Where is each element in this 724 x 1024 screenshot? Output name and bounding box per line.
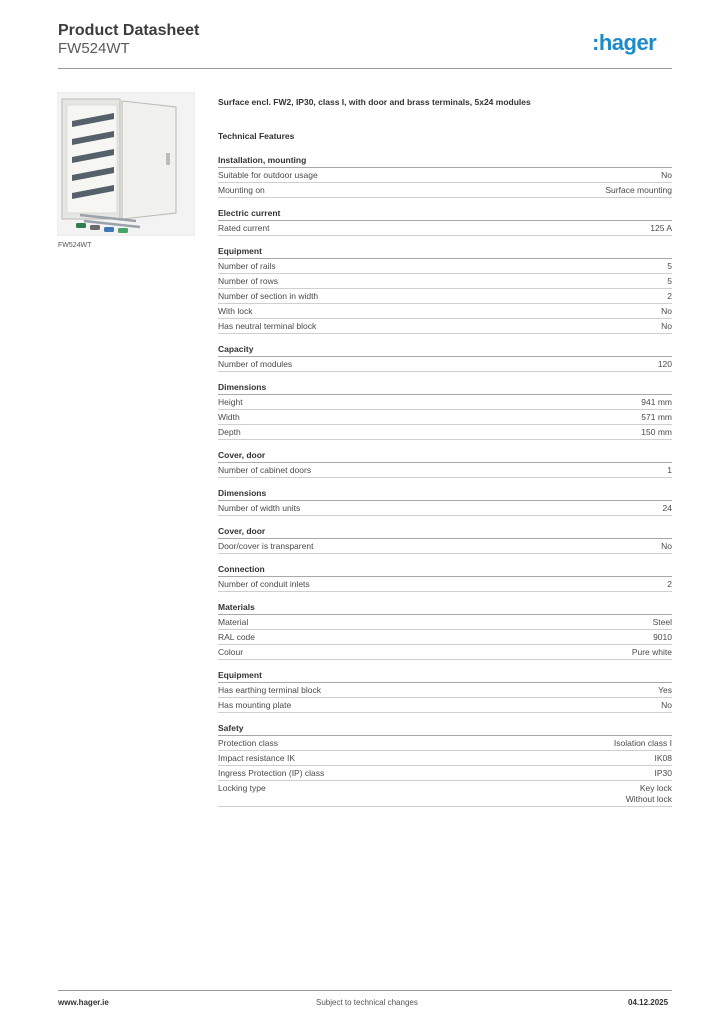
feature-section: [218, 526, 672, 554]
feature-value-line: Key lock: [639, 783, 672, 793]
feature-value: No: [661, 321, 672, 331]
feature-label: Has neutral terminal block: [218, 321, 317, 331]
feature-section: [218, 155, 672, 198]
technical-features-title: Technical Features: [218, 131, 295, 141]
feature-row: [218, 781, 672, 807]
feature-label: Number of rows: [218, 276, 278, 286]
section-heading: Installation, mounting: [218, 155, 672, 168]
feature-row: [218, 539, 672, 554]
feature-label: Material: [218, 617, 249, 627]
feature-label: Has mounting plate: [218, 700, 292, 710]
feature-label: Width: [218, 412, 240, 422]
feature-row: [218, 183, 672, 198]
feature-value: Steel: [652, 617, 672, 627]
feature-row: [218, 698, 672, 713]
feature-row: [218, 577, 672, 592]
feature-value: Surface mounting: [605, 185, 672, 195]
feature-row: [218, 630, 672, 645]
feature-value: [626, 783, 672, 804]
product-summary: Surface encl. FW2, IP30, class I, with door and brass terminals, 5x24 modules: [218, 97, 531, 107]
feature-label: Suitable for outdoor usage: [218, 170, 318, 180]
feature-value: No: [661, 170, 672, 180]
feature-row: [218, 395, 672, 410]
feature-value: No: [661, 306, 672, 316]
feature-section: [218, 723, 672, 807]
feature-value: Yes: [658, 685, 672, 695]
section-heading: Dimensions: [218, 382, 672, 395]
enclosure-illustration: [58, 93, 194, 235]
footer-website: www.hager.ie: [58, 998, 109, 1007]
section-heading: Cover, door: [218, 526, 672, 539]
feature-label: Locking type: [218, 783, 266, 793]
feature-section: [218, 382, 672, 440]
feature-label: RAL code: [218, 632, 256, 642]
feature-label: Number of width units: [218, 503, 301, 513]
feature-label: Number of modules: [218, 359, 293, 369]
feature-row: [218, 319, 672, 334]
feature-value: 5: [667, 276, 672, 286]
feature-row: [218, 751, 672, 766]
section-heading: Safety: [218, 723, 672, 736]
feature-section: [218, 246, 672, 334]
feature-value: 2: [667, 291, 672, 301]
feature-value: 571 mm: [641, 412, 672, 422]
feature-label: Number of conduit inlets: [218, 579, 310, 589]
hager-logo: :hager: [592, 30, 657, 55]
feature-label: Impact resistance IK: [218, 753, 296, 763]
feature-label: With lock: [218, 306, 253, 316]
feature-section: [218, 488, 672, 516]
feature-label: Door/cover is transparent: [218, 541, 314, 551]
feature-value: 1: [667, 465, 672, 475]
footer-divider: [58, 990, 672, 991]
feature-value: 24: [662, 503, 672, 513]
section-heading: Cover, door: [218, 450, 672, 463]
feature-label: Number of section in width: [218, 291, 319, 301]
feature-value: No: [661, 541, 672, 551]
feature-value: 125 A: [650, 223, 672, 233]
feature-value: 2: [667, 579, 672, 589]
feature-row: [218, 645, 672, 660]
section-heading: Electric current: [218, 208, 672, 221]
section-heading: Equipment: [218, 246, 672, 259]
feature-row: [218, 425, 672, 440]
feature-section: [218, 602, 672, 660]
feature-value: Pure white: [631, 647, 672, 657]
feature-label: Number of cabinet doors: [218, 465, 312, 475]
feature-row: [218, 766, 672, 781]
feature-row: [218, 463, 672, 478]
feature-value: 5: [667, 261, 672, 271]
section-heading: Connection: [218, 564, 672, 577]
feature-value: 150 mm: [641, 427, 672, 437]
product-image: [57, 92, 195, 236]
feature-value-line: Without lock: [625, 793, 672, 804]
feature-row: [218, 501, 672, 516]
footer-date: 04.12.2025: [628, 998, 669, 1007]
feature-row: [218, 289, 672, 304]
feature-row: [218, 221, 672, 236]
section-heading: Materials: [218, 602, 672, 615]
feature-value: 120: [657, 359, 672, 369]
feature-sections: [218, 155, 672, 817]
feature-label: Protection class: [218, 738, 278, 748]
feature-value: Isolation class I: [613, 738, 672, 748]
feature-value: No: [661, 700, 672, 710]
feature-label: Rated current: [218, 223, 270, 233]
product-code: FW524WT: [58, 40, 130, 57]
image-caption: FW524WT: [58, 242, 92, 249]
feature-value: 941 mm: [641, 397, 672, 407]
footer-note: Subject to technical changes: [316, 998, 418, 1007]
feature-label: Has earthing terminal block: [218, 685, 321, 695]
feature-value: IK08: [654, 753, 672, 763]
feature-value: IP30: [654, 768, 672, 778]
feature-row: [218, 304, 672, 319]
feature-section: [218, 564, 672, 592]
header-divider: [58, 68, 672, 69]
feature-row: [218, 274, 672, 289]
section-heading: Equipment: [218, 670, 672, 683]
feature-row: [218, 615, 672, 630]
feature-row: [218, 259, 672, 274]
feature-row: [218, 168, 672, 183]
feature-label: Number of rails: [218, 261, 276, 271]
feature-value: 9010: [653, 632, 672, 642]
feature-label: Depth: [218, 427, 241, 437]
feature-row: [218, 357, 672, 372]
feature-section: [218, 344, 672, 372]
feature-label: Ingress Protection (IP) class: [218, 768, 325, 778]
feature-section: [218, 450, 672, 478]
feature-label: Colour: [218, 647, 244, 657]
feature-row: [218, 410, 672, 425]
feature-row: [218, 736, 672, 751]
feature-label: Mounting on: [218, 185, 265, 195]
page-title: Product Datasheet: [58, 22, 200, 39]
feature-row: [218, 683, 672, 698]
section-heading: Dimensions: [218, 488, 672, 501]
section-heading: Capacity: [218, 344, 672, 357]
feature-label: Height: [218, 397, 243, 407]
feature-section: [218, 670, 672, 713]
feature-section: [218, 208, 672, 236]
